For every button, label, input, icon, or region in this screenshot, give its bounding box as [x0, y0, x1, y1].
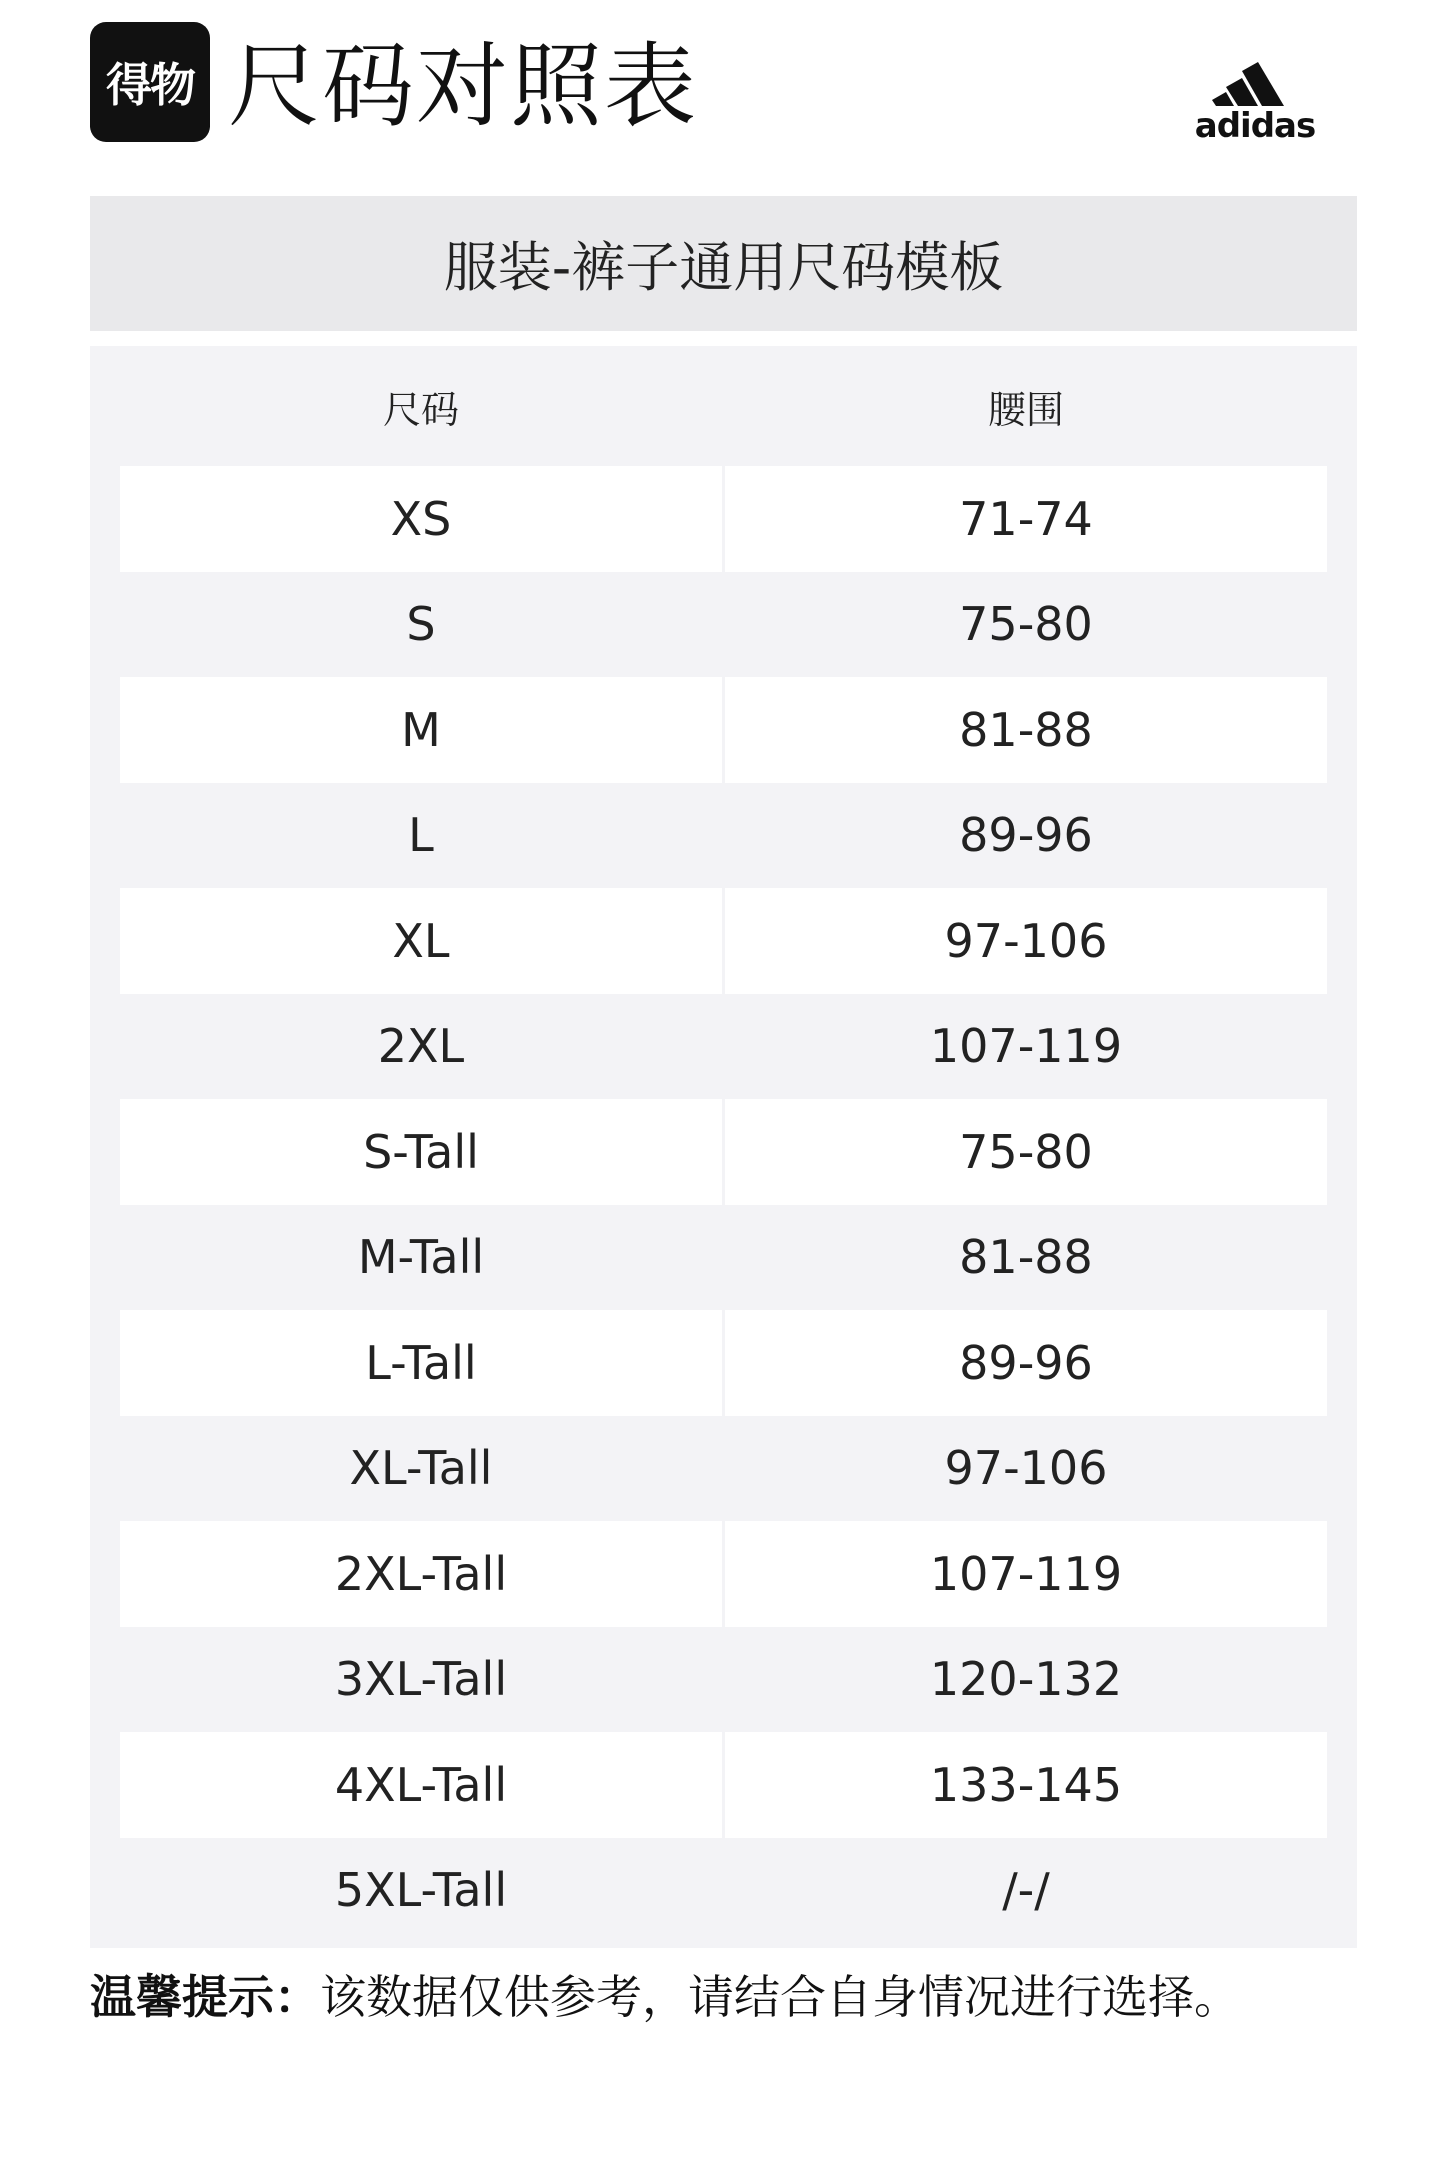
cell-waist: 75-80 — [725, 1099, 1327, 1205]
app-logo-text: 得物 — [106, 58, 194, 112]
table-row — [120, 1732, 1327, 1838]
table-row — [120, 994, 1327, 1100]
table-row — [120, 572, 1327, 678]
cell-waist: 97-106 — [725, 888, 1327, 994]
table-row — [120, 1416, 1327, 1522]
app-logo — [90, 22, 210, 142]
cell-waist: 107-119 — [929, 1019, 1123, 1074]
table-row — [120, 1310, 1327, 1416]
table-row — [120, 783, 1327, 889]
cell-size: S-Tall — [120, 1099, 722, 1205]
cell-waist: 81-88 — [725, 677, 1327, 783]
page-title: 尺码对照表 — [228, 33, 699, 140]
cell-waist: 97-106 — [944, 1441, 1108, 1496]
table-row — [120, 1627, 1327, 1733]
brand-name: adidas — [1194, 106, 1316, 146]
cell-size: L-Tall — [120, 1310, 722, 1416]
cell-size: M-Tall — [357, 1230, 485, 1285]
cell-size: 5XL-Tall — [334, 1863, 508, 1918]
cell-size: 2XL — [377, 1019, 465, 1074]
cell-waist: 75-80 — [959, 597, 1093, 652]
cell-waist: 71-74 — [725, 466, 1327, 572]
cell-waist: 89-96 — [959, 808, 1093, 863]
table-row — [120, 1521, 1327, 1627]
header-size: 尺码 — [382, 387, 459, 432]
cell-waist: /-/ — [1002, 1863, 1050, 1918]
table-row — [120, 888, 1327, 994]
brand-logo — [1190, 44, 1320, 144]
template-banner — [90, 196, 1357, 331]
cell-size: XL — [120, 888, 722, 994]
cell-waist: 133-145 — [725, 1732, 1327, 1838]
table-row — [120, 466, 1327, 572]
header-waist: 腰围 — [987, 387, 1064, 432]
tip-label: 温馨提示： — [90, 1970, 320, 2024]
cell-waist: 107-119 — [725, 1521, 1327, 1627]
page-header — [90, 22, 1350, 157]
size-table — [90, 346, 1357, 1948]
cell-size: M — [120, 677, 722, 783]
table-row — [120, 1099, 1327, 1205]
cell-size: 4XL-Tall — [120, 1732, 722, 1838]
cell-size: XL-Tall — [349, 1441, 493, 1496]
tip-text: 该数据仅供参考，请结合自身情况进行选择。 — [320, 1970, 1240, 2024]
cell-size: XS — [120, 466, 722, 572]
cell-size: S — [406, 597, 436, 652]
table-header — [120, 346, 1327, 466]
cell-size: 3XL-Tall — [334, 1652, 508, 1707]
table-row — [120, 677, 1327, 783]
tip-note — [90, 1962, 1390, 2032]
cell-size: L — [408, 808, 434, 863]
table-row — [120, 1205, 1327, 1311]
template-title: 服装-裤子通用尺码模板 — [443, 236, 1004, 299]
cell-waist: 120-132 — [929, 1652, 1123, 1707]
cell-waist: 81-88 — [959, 1230, 1093, 1285]
cell-size: 2XL-Tall — [120, 1521, 722, 1627]
table-row — [120, 1838, 1327, 1944]
cell-waist: 89-96 — [725, 1310, 1327, 1416]
adidas-stripes-icon — [1212, 44, 1298, 106]
table-body — [120, 466, 1327, 1943]
